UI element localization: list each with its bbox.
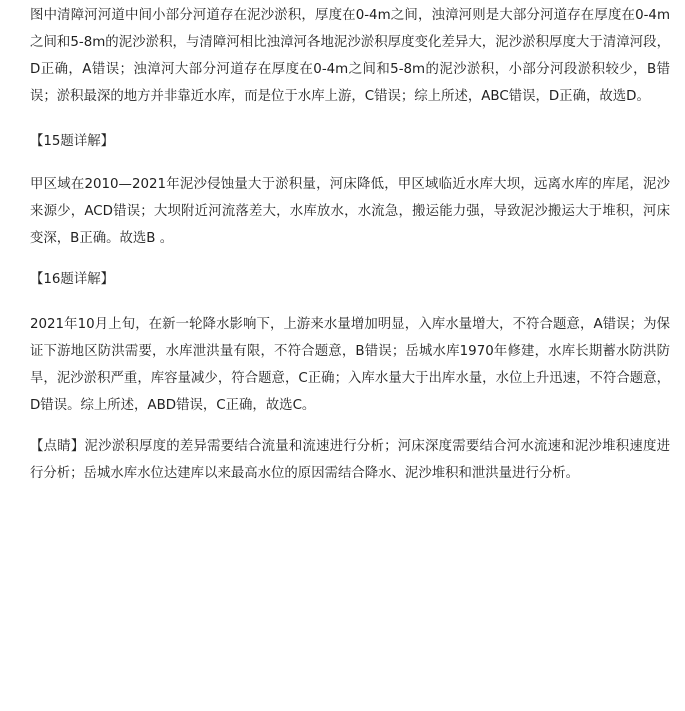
spacer	[30, 252, 670, 266]
spacer	[30, 155, 670, 171]
document-body	[30, 2, 670, 487]
intro-paragraph: 图中清障河河道中间小部分河道存在泥沙淤积，厚度在0-4m之间，浊漳河则是大部分河道存在厚度在0-4m之间和5-8m的泥沙淤积，与清障河相比浊漳河各地泥沙淤积厚度变化差异大，泥沙淤积厚度大于清漳河段，D正确，A错误；浊漳河大部分河道存在厚度在0-4m之间和5-8m的泥沙淤积，小部分河段淤积较少，B错误；淤积最深的地方并非靠近水库，而是位于水库上游，C错误；综上所述，ABC错误，D正确，故选D。	[30, 8, 670, 104]
tip-paragraph: 【点睛】泥沙淤积厚度的差异需要结合流量和流速进行分析；河床深度需要结合河水流速和泥沙堆积速度进行分析；岳城水库水位达建库以来最高水位的原因需结合降水、泥沙堆积和泄洪量进行分析。	[30, 439, 670, 481]
spacer	[30, 110, 670, 128]
q16-paragraph: 2021年10月上旬，在新一轮降水影响下，上游来水量增加明显，入库水量增大，不符合题意，A错误；为保证下游地区防洪需要，水库泄洪量有限，不符合题意，B错误；岳城水库1970年修建，水库长期蓄水防洪防旱，泥沙淤积严重，库容量减少，符合题意，C正确；入库水量大于出库水量，水位上升迅速，不符合题意，D错误。综上所述，ABD错误，C正确，故选C。	[30, 317, 670, 413]
q15-paragraph: 甲区域在2010—2021年泥沙侵蚀量大于淤积量，河床降低，甲区域临近水库大坝，远离水库的库尾，泥沙来源少，ACD错误；大坝附近河流落差大，水库放水，水流急，搬运能力强，导致泥沙搬运大于堆积，河床变深，B正确。故选B 。	[30, 177, 670, 246]
q16-heading: 【16题详解】	[30, 272, 114, 287]
spacer	[30, 419, 670, 433]
q15-heading: 【15题详解】	[30, 134, 114, 149]
spacer	[30, 293, 670, 311]
